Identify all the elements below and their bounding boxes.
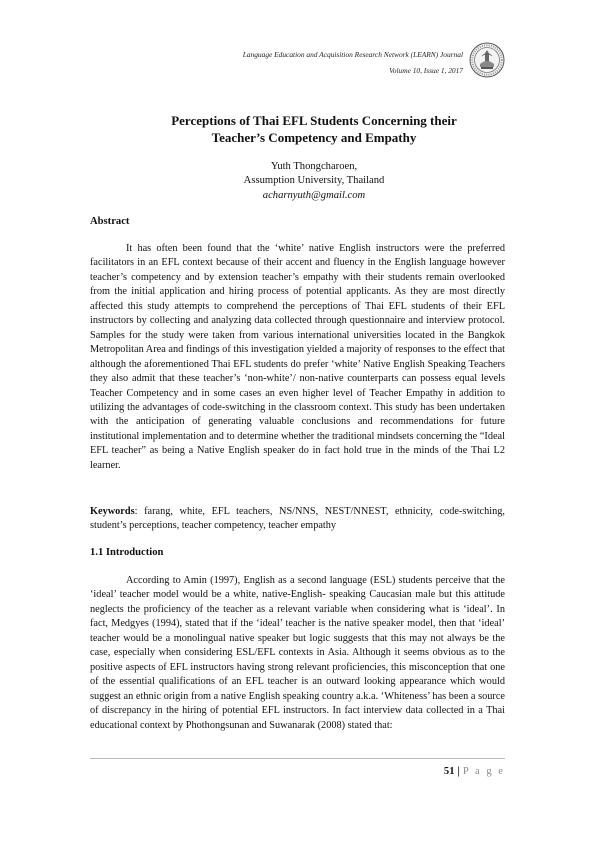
author-affiliation: Assumption University, Thailand [243,175,385,187]
paper-title [90,112,538,146]
abstract-heading: Abstract [90,216,130,227]
paper-title-line2: Teacher’s Competency and Empathy [211,130,417,145]
page-word: P a g e [462,766,505,777]
introduction-text: According to Amin (1997), English as a second language (ESL) students perceive that the ‘ideal’ teacher model would be a white, native-English- speaking Caucasian male but this attitude neglects the proficiency of the teacher as a relevant variable when considering what is ‘ideal’. In fact, Medgyes (1994), stated that if the ‘ideal’ teacher is the native speaker model, then that ‘ideal’ teacher would be a monolingual native speaker but logic suggests that this may not always be the case, especially when considering ESL/EFL contexts in Asia. Although it seems obvious as to the positive aspects of EFL instructors having strong relevant proficiencies, this misconception that one of the essential qualifications of an EFL teacher is an outward looking appearance which would suggest an ethnic origin from a native English speaking country a.k.a. ‘Whiteness’ has been a source of discrepancy in the hiring of potential EFL instructors. In fact interview data collected in a Thai educational context by Phothongsunan and Suwanarak (2008) stated that: [90,575,505,731]
keywords-label: Keywords [90,506,135,517]
author-email: acharnyuth@gmail.com [262,189,366,201]
abstract-text: It has often been found that the ‘white’ native English instructors were the preferred facilitators in an EFL context because of their accent and fluency in the English language however teacher’s competency and by extension teacher’s empathy with their students remain overlooked from the initial application and hiring process of potential applicants. As they are most directly affected this study attempts to comprehend the perceptions of Thai EFL students of their EFL instructors by collecting and analyzing data collected through questionnaire and interview protocol. Samples for the study were taken from various international universities located in the Bangkok Metropolitan Area and findings of this investigation yielded a majority of responses to the effect that although the aforementioned Thai EFL students do prefer ‘white’ Native English Speaking Teachers they also admit that these teacher’s ‘non-white’/ non-native counterparts can possess equal levels Teacher Competency and in some cases an even higher level of Teacher Empathy in addition to utilizing the advantages of code-switching in the classroom context. This study has been undertaken with the anticipation of generating valuable conclusions and recommendations for future institutional implementation and to determine whether the traditional mindsets concerning the “Ideal EFL teacher” as being a Native English speaker do in fact hold true in the minds of the Thai L2 learner. [90,243,505,471]
journal-name: Language Education and Acquisition Research Network (LEARN) Journal [242,50,463,59]
author-name: Yuth Thongcharoen, [270,161,358,172]
page-number: 51 [443,766,455,777]
journal-volume: Volume 10, Issue 1, 2017 [389,66,463,75]
journal-header [243,47,463,79]
footer-divider [90,758,505,759]
keywords-text: : farang, white, EFL teachers, NS/NNS, NEST/NNEST, ethnicity, code-switching, student’s perceptions, teacher competency, teacher empathy [90,506,505,532]
page-separator: | [457,766,460,777]
paper-title-line1: Perceptions of Thai EFL Students Concerning their [171,113,457,128]
university-seal-icon [469,42,505,78]
page-footer [444,766,505,777]
introduction-heading: 1.1 Introduction [90,547,164,558]
author-block [90,160,538,203]
keywords [90,505,505,534]
